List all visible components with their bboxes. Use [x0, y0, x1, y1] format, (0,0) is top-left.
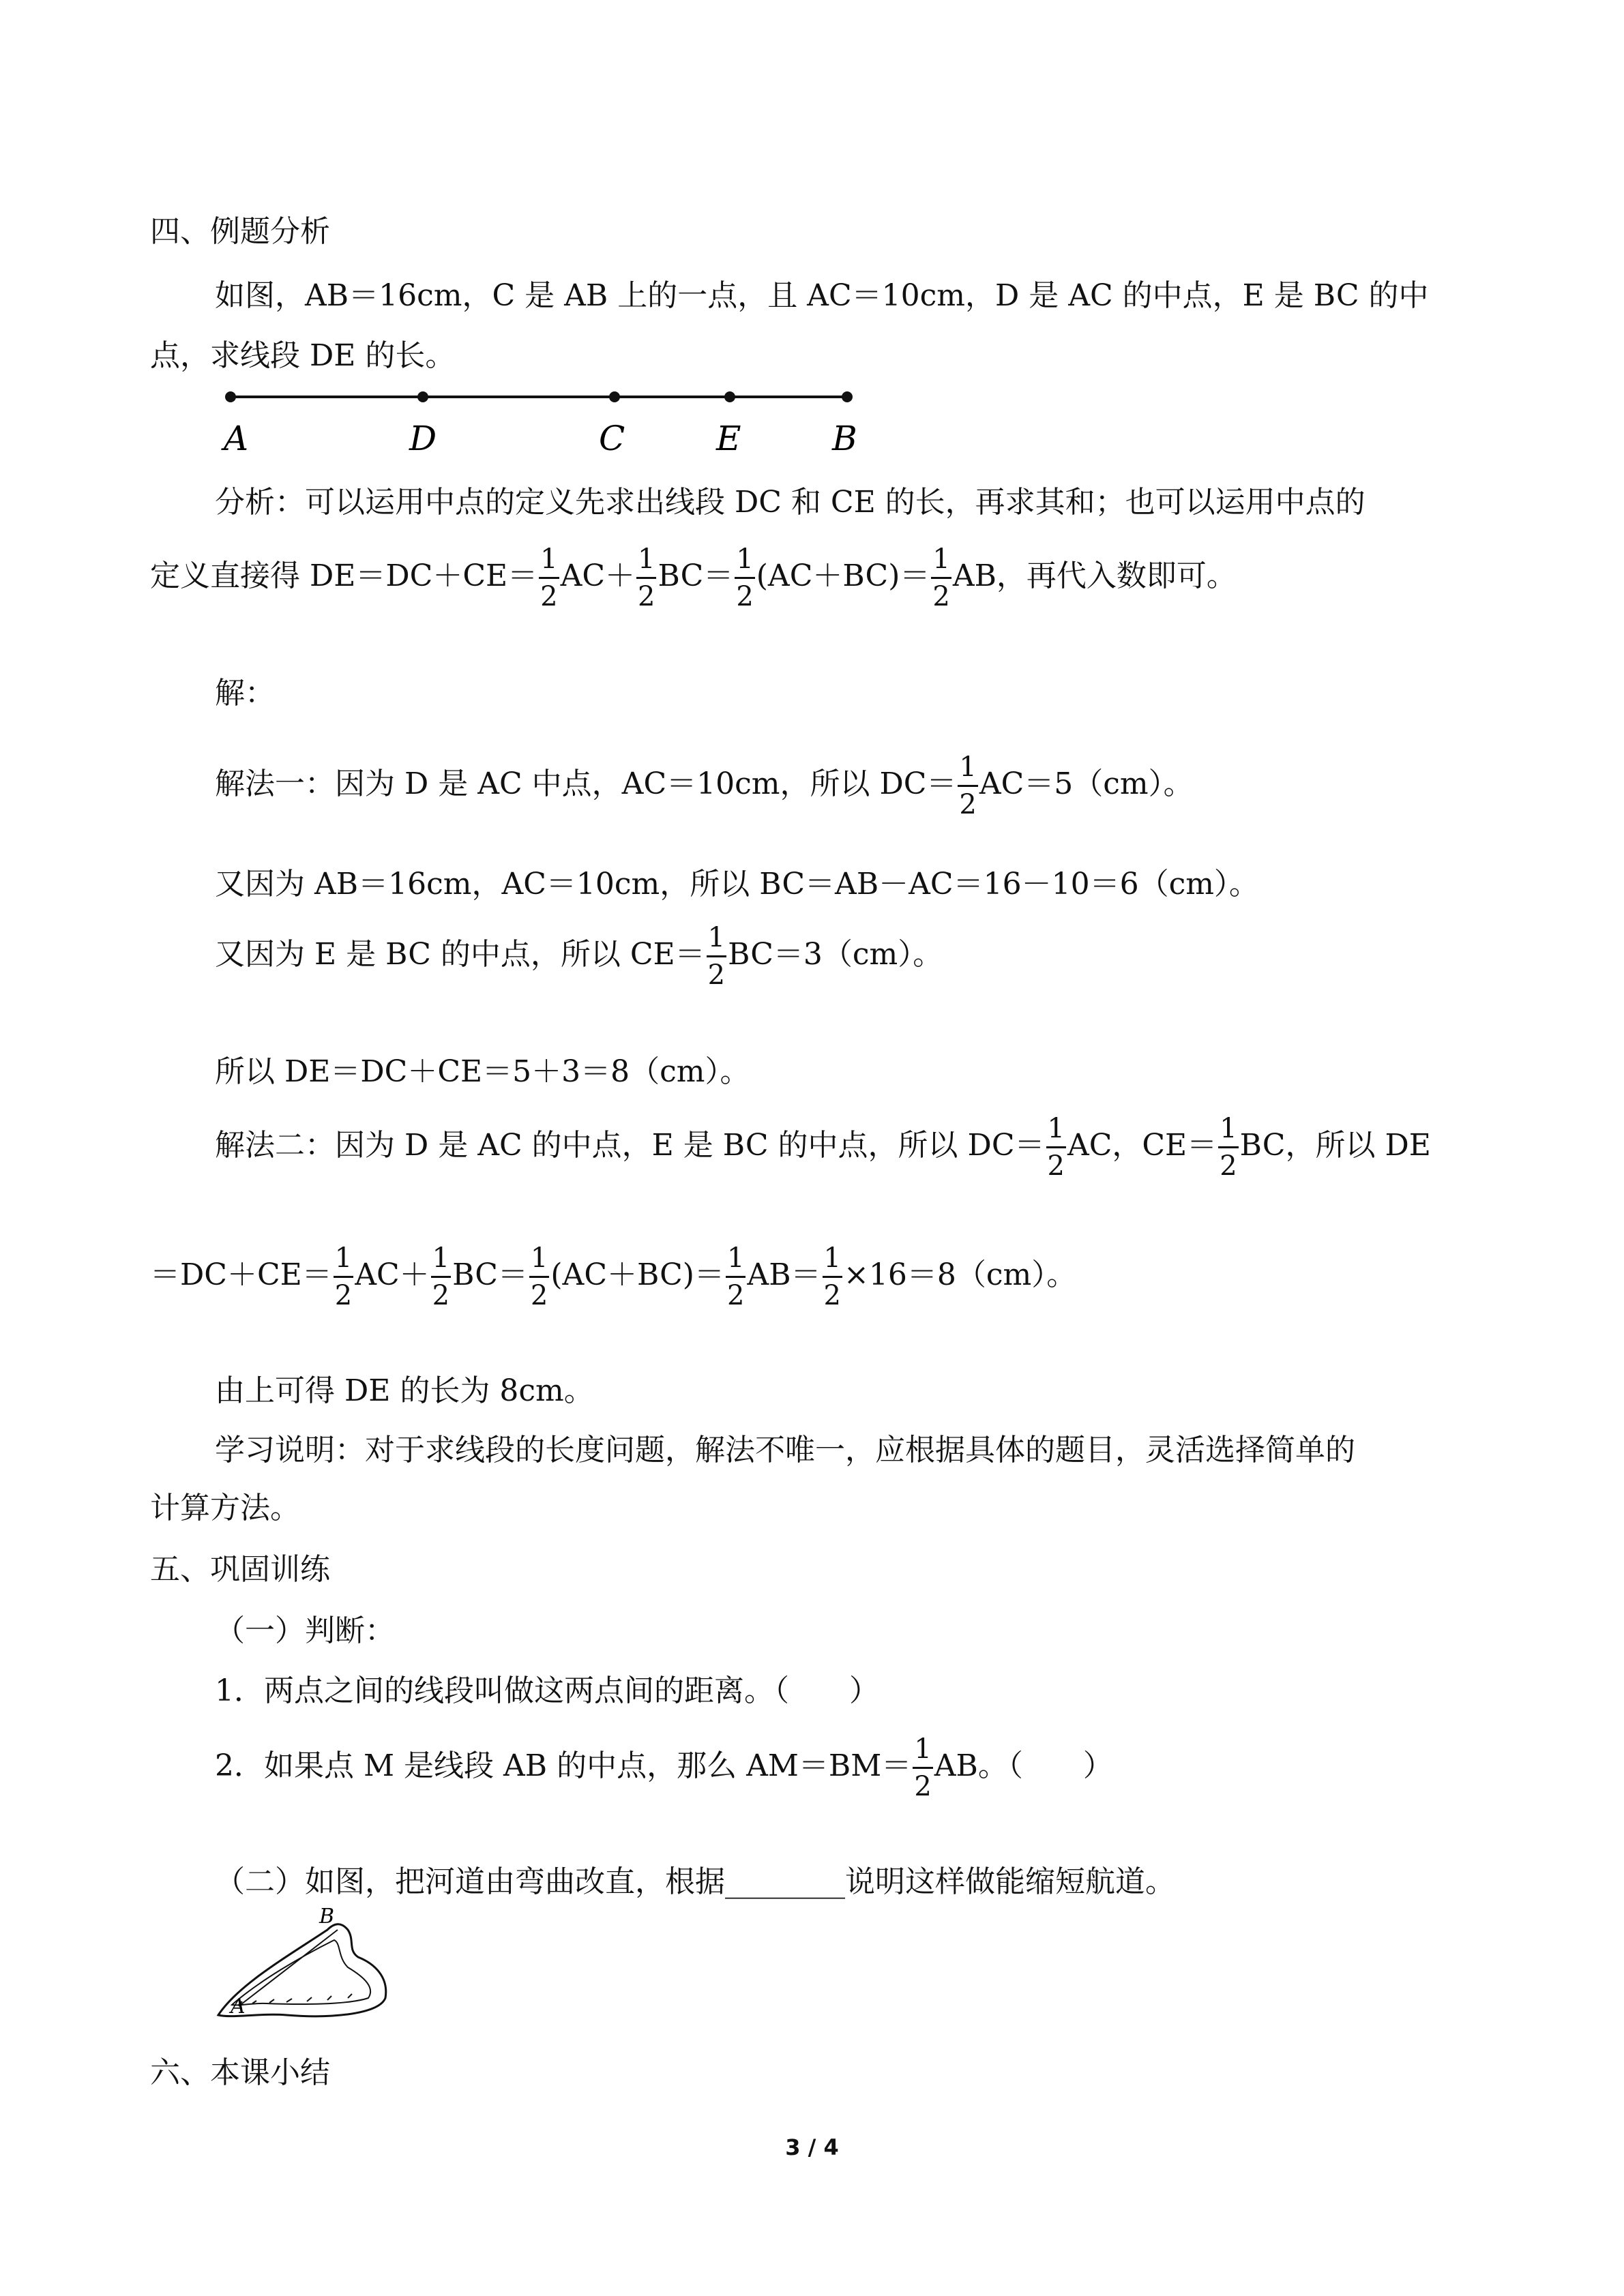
fraction: $\frac{1}{2}$: [1047, 1113, 1065, 1182]
study-note-line-2: 计算方法。: [150, 1491, 300, 1525]
fraction: $\frac{1}{2}$: [736, 543, 754, 612]
point-d-dot: [417, 391, 428, 402]
point-a-dot: [225, 391, 236, 402]
study-note-line-1: 学习说明：对于求线段的长度问题，解法不唯一，应根据具体的题目，灵活选择简单的: [215, 1433, 1355, 1467]
analysis-line-1: 分析：可以运用中点的定义先求出线段 DC 和 CE 的长，再求其和；也可以运用中点的: [215, 485, 1365, 520]
point-a-label: A: [224, 419, 249, 458]
point-c-dot: [609, 391, 620, 402]
fraction: $\frac{1}{2}$: [638, 543, 655, 612]
point-e-label: E: [716, 419, 741, 458]
fraction: $\frac{1}{2}$: [540, 543, 558, 612]
river-figure: [211, 1903, 396, 2032]
point-d-label: D: [409, 419, 437, 458]
section-6-heading: 六、本课小结: [150, 2055, 330, 2090]
fraction: $\frac{1}{2}$: [823, 1242, 841, 1311]
method-2-line-2: ＝DC＋CE＝ $\frac{1}{2}$ AC＋ $\frac{1}{2}$ BC＝ $\frac{1}{2}$ (AC＋BC)＝ $\frac{1}{2}$ AB＝ $\frac{1}{2}$ ×16＝8（cm）。: [150, 1242, 1077, 1311]
question-2: 2．如果点 M 是线段 AB 的中点，那么 AM＝BM＝ $\frac{1}{2}$ AB。（ ）: [215, 1733, 1113, 1802]
method-1-line-2: 又因为 AB＝16cm，AC＝10cm，所以 BC＝AB－AC＝16－10＝6（cm）。: [215, 867, 1259, 901]
point-e-dot: [724, 391, 735, 402]
fraction: $\frac{1}{2}$: [432, 1242, 450, 1311]
river-point-b-label: B: [319, 1905, 335, 1928]
straight-channel-line: [239, 1930, 338, 2006]
method-1-line-1: 解法一：因为 D 是 AC 中点，AC＝10cm，所以 DC＝ $\frac{1}{2}$ AC＝5（cm）。: [215, 751, 1194, 820]
fraction: $\frac{1}{2}$: [726, 1242, 745, 1311]
solution-label: 解：: [215, 676, 275, 711]
fraction: $\frac{1}{2}$: [530, 1242, 548, 1311]
problem-text-line-1: 如图，AB＝16cm，C 是 AB 上的一点，且 AC＝10cm，D 是 AC 的中点，E 是 BC 的中: [215, 278, 1429, 313]
segment-figure: [211, 382, 859, 464]
analysis-line-2: 定义直接得 DE＝DC＋CE＝ $\frac{1}{2}$ AC＋ $\frac{1}{2}$ BC＝ $\frac{1}{2}$ (AC＋BC)＝ $\frac{1}{2}$ AB，再代入数即可。: [150, 543, 1237, 612]
fraction: $\frac{1}{2}$: [707, 922, 726, 991]
page-number: 3 / 4: [785, 2134, 839, 2160]
section-4-heading: 四、例题分析: [150, 214, 330, 249]
part-1-label: （一）判断：: [215, 1613, 395, 1648]
section-5-heading: 五、巩固训练: [150, 1552, 330, 1587]
point-b-label: B: [832, 419, 857, 458]
fraction: $\frac{1}{2}$: [334, 1242, 353, 1311]
problem-text-line-2: 点，求线段 DE 的长。: [150, 338, 456, 373]
method-2-line-1: 解法二：因为 D 是 AC 的中点，E 是 BC 的中点，所以 DC＝ $\frac{1}{2}$ AC，CE＝ $\frac{1}{2}$ BC，所以 DE: [215, 1113, 1431, 1182]
point-b-dot: [842, 391, 853, 402]
river-point-a-label: A: [231, 1995, 246, 2018]
fraction: $\frac{1}{2}$: [959, 751, 977, 820]
question-1: 1．两点之间的线段叫做这两点间的距离。（ ）: [215, 1673, 879, 1708]
part-2-question: （二）如图，把河道由弯曲改直，根据________说明这样做能缩短航道。: [215, 1864, 1175, 1899]
fraction: $\frac{1}{2}$: [1220, 1113, 1237, 1182]
fraction: $\frac{1}{2}$: [932, 543, 950, 612]
conclusion-text: 由上可得 DE 的长为 8cm。: [215, 1373, 594, 1408]
answer-blank[interactable]: ________: [725, 1864, 845, 1899]
method-1-line-3: 又因为 E 是 BC 的中点，所以 CE＝ $\frac{1}{2}$ BC＝3（cm）。: [215, 922, 943, 991]
point-c-label: C: [599, 419, 625, 458]
method-1-line-4: 所以 DE＝DC＋CE＝5＋3＝8（cm）。: [215, 1054, 750, 1089]
fraction: $\frac{1}{2}$: [914, 1733, 932, 1802]
